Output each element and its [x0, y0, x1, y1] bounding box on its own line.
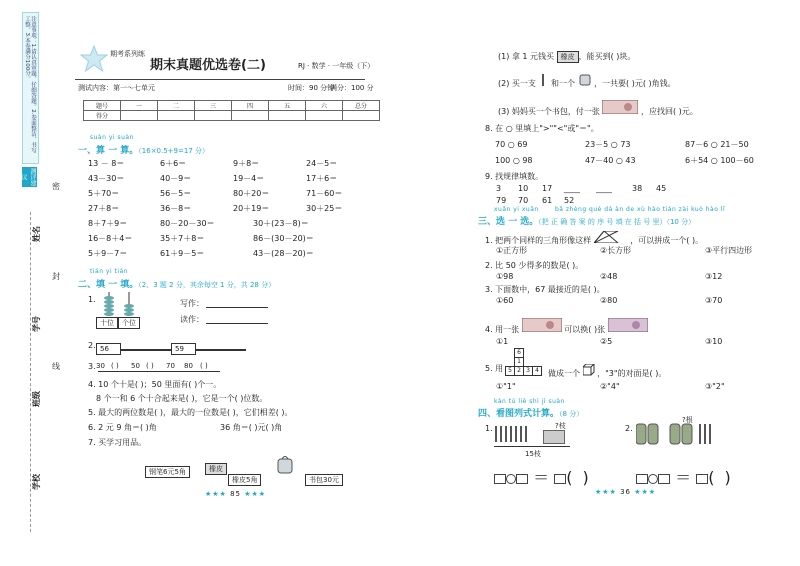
s2-heading: 二、填 一 填。（2、3 题 2 分，其余每空 1 分，共 28 分）: [78, 280, 276, 290]
s1-heading: 一、算 一 算。（16×0.5+9=17 分）: [78, 146, 210, 156]
test-full-score: 满分：100 分: [330, 84, 374, 92]
pen-icon: [538, 74, 548, 86]
c3-text: 3. 下面数中，67 最接近的是( )。: [485, 285, 605, 294]
cmp-row-2: 100 ○ 98: [495, 156, 533, 165]
good-eraser: 橡皮5角: [228, 467, 261, 486]
q4-line2: 8 个一和 6 个十合起来是( )，它是一个( )位数。: [96, 394, 268, 403]
seal-mark-3: 线: [52, 362, 60, 371]
page-title: 期末真题优选卷(二): [150, 58, 266, 73]
seq9-row-2: 79: [496, 196, 507, 205]
v1-answer: ＝ ( ): [494, 465, 589, 488]
calc-grid: 13 － 8＝ 6＋6＝ 9＋8＝ 24－5＝ 43－30＝ 40－9＝ 19－4＝ 17＋6＝ 5＋70＝ 56－5＝ 80＋20＝ 71－60＝ 27＋8＝ 36－8＝ 20＋19＝ 30＋25＝ 8＋7＋9＝ 80－20－30＝ 30＋(23－8)＝ 16－8＋4＝ 35＋7＋8＝ 86－(30－20)＝ 5＋9－7＝ 61＋9－5＝ 43－(28－20)＝: [88, 159, 343, 258]
read-label: 读作：: [180, 315, 204, 324]
banknote-100-icon: [522, 318, 562, 332]
banknote-icon: [602, 100, 638, 114]
side-strip: [22, 12, 68, 542]
test-time: 时间：90 分钟: [288, 84, 335, 92]
seq9-row-1: 3: [496, 184, 502, 193]
c1-text: 1. 把两个同样的三角形像这样 ，可以拼成一个( )。: [485, 231, 703, 246]
write-label: 写作：: [180, 299, 204, 308]
good-eraser-img: 橡皮: [205, 456, 227, 475]
s3-heading: 三、选 一 选。（把 正 确 答 案 的 序 号 填 在 括 号 里）（10 分）: [478, 217, 696, 227]
v1-question: ?枝: [555, 422, 566, 430]
field-class: 班级: [32, 391, 41, 407]
bag-icon: [578, 72, 592, 86]
q1-label: 1.: [88, 295, 96, 304]
s3-pinyin: xuǎn yi xuǎn: [494, 206, 539, 213]
cmp-row-1: 70 ○ 69: [495, 140, 528, 149]
p2-text: (2) 买一支 和一个 ，一共要( )元( )角钱。: [498, 72, 676, 89]
triangles-icon: [594, 231, 628, 243]
good-pen: 钢笔6元5角: [145, 459, 190, 478]
q9-text: 9. 找规律填数。: [485, 172, 544, 181]
q2-label: 2.: [88, 341, 96, 350]
s1-pinyin: suàn yi suàn: [90, 134, 134, 141]
v1-total: 15枝: [525, 450, 541, 458]
v1-label: 1.: [485, 424, 493, 433]
page-number-right: ★★★ 36 ★★★: [595, 488, 657, 496]
star-badge: [80, 45, 108, 73]
v2-answer: ＝ ( ): [636, 465, 731, 488]
q4-line1: 4. 10 个十是( )；50 里面有( )个一。: [88, 380, 222, 389]
seq2-cells: 56 59: [96, 336, 246, 355]
abacus-labels: 十位 个位: [96, 317, 140, 329]
c5-text: 做成一个 ，"3"的对面是( )。: [548, 364, 666, 379]
q7-text: 7. 买学习用品。: [88, 438, 147, 447]
seal-mark-2: 封: [52, 272, 60, 281]
score-table: 题号 一 二 三 四 五 六 总分 得分: [83, 100, 380, 121]
field-number: 学号: [32, 316, 41, 332]
banknote-10-icon: [608, 318, 648, 332]
seal-mark-1: 密: [52, 182, 60, 191]
field-name: 姓名: [32, 226, 41, 242]
field-school: 学校: [32, 474, 41, 490]
s4-pinyin: kàn tú liè shì jì suàn: [494, 398, 565, 405]
s2-pinyin: tián yi tián: [90, 268, 129, 275]
schoolbag-icon: [275, 454, 295, 474]
brand-label: 期考系列练: [110, 50, 145, 58]
p1-text: (1) 拿 1 元钱买 橡皮 ，能买到( )块。: [498, 52, 636, 61]
side-notes: 注意事项：1.请认真审题，仔细答题。2.卷面整洁，书写工整。3.本卷满分100分。: [24, 16, 36, 153]
q6-part2: 36 角＝( )元( )角: [220, 423, 283, 432]
c5-label: 5. 用: [485, 364, 504, 373]
v2-label: 2.: [625, 424, 633, 433]
series-label: RJ · 数学 · 一年级（下）: [298, 62, 375, 70]
pencil-box-icon: [543, 430, 565, 444]
test-scope: 测试内容：第一～七单元: [78, 84, 155, 92]
v2-question: ?根: [682, 416, 693, 424]
sticks-icon: [636, 422, 716, 446]
q5-text: 5. 最大的两位数是( )，最大的一位数是( )，它们相差( )。: [88, 408, 293, 417]
c4-text: 4. 用一张 可以换( )张: [485, 318, 648, 335]
q8-text: 8. 在 ○ 里填上">""<"或"＝"。: [485, 124, 599, 133]
cube-icon: [583, 364, 595, 376]
q6-part1: 6. 2 元 9 角＝( )角: [88, 423, 157, 432]
c2-text: 2. 比 50 少得多的数是( )。: [485, 261, 584, 270]
q3-label: 3.: [88, 362, 96, 371]
pencils-icon: [494, 424, 550, 444]
s3-pinyin-2: bǎ zhèng què dá àn de xù hào tián zài kuò hào lǐ: [555, 206, 726, 213]
p3-text: (3) 妈妈买一个书包，付一张 ，应找回( )元。: [498, 100, 698, 117]
s4-heading: 四、看图列式计算。（8 分）: [478, 409, 584, 419]
page-number-left: ★★★ 85 ★★★: [205, 490, 267, 498]
good-bag: 书包30元: [305, 467, 343, 486]
side-tag: 测评建议: [20, 168, 36, 186]
